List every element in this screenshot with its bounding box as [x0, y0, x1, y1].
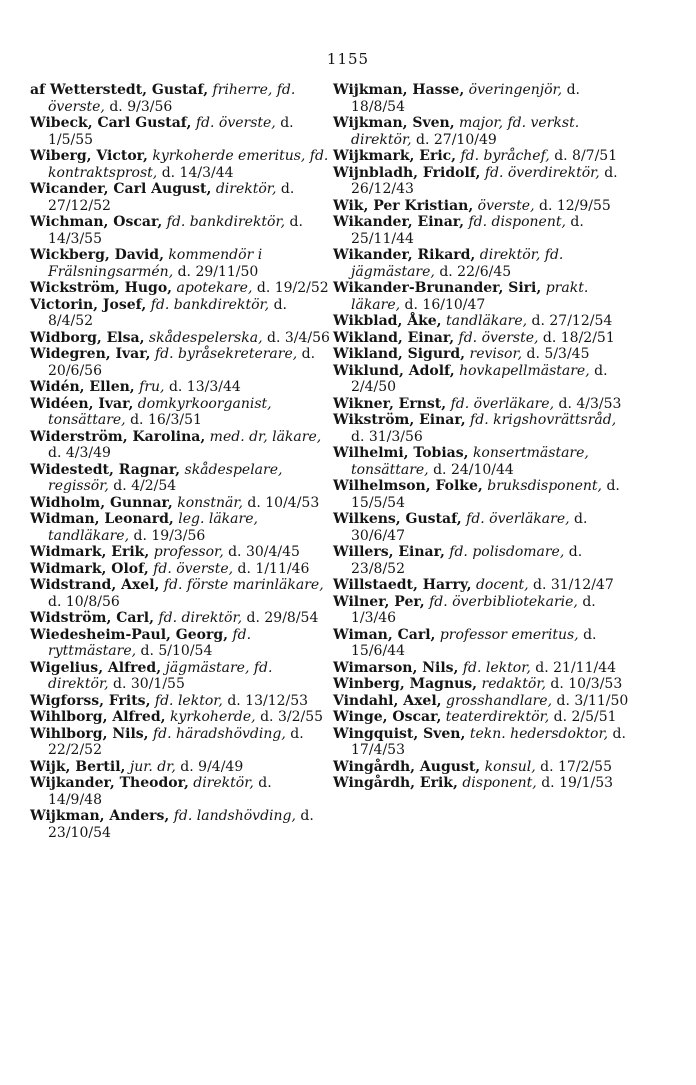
entry-title: överste,	[477, 197, 535, 214]
entry-title: fd. överste,	[153, 560, 234, 577]
obituary-entry	[333, 577, 633, 594]
entry-title: fd. byråchef,	[460, 148, 550, 164]
entry-death-date: d. 27/12/52	[48, 181, 295, 214]
entry-death-date: d. 19/2/52	[256, 280, 329, 296]
entry-title: major, fd. verkst. direktör,	[351, 115, 580, 148]
entry-name: Wingårdh, Erik,	[333, 775, 458, 791]
entry-title: bruksdisponent,	[487, 478, 602, 494]
entry-title: fd. ryttmästare,	[48, 626, 252, 659]
entry-death-date: d. 4/3/53	[558, 395, 622, 412]
entry-death-date: d. 22/6/45	[439, 263, 512, 280]
entry-title: fd. krigshovrättsråd,	[470, 412, 617, 428]
obituary-entry	[333, 709, 633, 726]
entry-name: Wibeck, Carl Gustaf,	[30, 115, 192, 131]
entry-title: revisor,	[469, 346, 523, 362]
entry-death-date: d. 1/11/46	[237, 560, 310, 577]
entry-name: Wickberg, David,	[30, 247, 164, 263]
entry-name: Wilhelmi, Tobias,	[333, 445, 469, 461]
entry-name: Wikland, Einar,	[333, 329, 455, 346]
obituary-entry	[30, 660, 330, 693]
obituary-entry	[30, 396, 330, 429]
entry-name: Wilner, Per,	[333, 593, 425, 610]
entry-death-date: d. 20/6/56	[48, 346, 316, 379]
obituary-entry	[333, 214, 633, 247]
entry-title: fd. överdirektör,	[484, 164, 600, 181]
obituary-entry	[333, 280, 633, 313]
entry-death-date: d. 2/5/51	[553, 709, 617, 725]
obituary-entry	[30, 214, 330, 247]
entry-name: Widman, Leonard,	[30, 511, 174, 527]
entry-death-date: d. 30/4/45	[228, 544, 300, 560]
entry-name: Wikner, Ernst,	[333, 395, 447, 412]
entry-name: Widström, Carl,	[30, 610, 154, 626]
obituary-entry	[30, 330, 330, 347]
obituary-entry	[30, 775, 330, 808]
entry-title: direktör,	[193, 775, 254, 791]
entry-title: kommendör i Frälsningsarmén,	[48, 247, 263, 280]
entry-death-date: d. 8/7/51	[554, 148, 618, 164]
obituary-entry	[30, 808, 330, 841]
entry-name: Wicander, Carl August,	[30, 181, 212, 197]
entry-death-date: d. 26/12/43	[351, 164, 618, 197]
entry-name: Vindahl, Axel,	[333, 692, 442, 709]
entry-death-date: d. 17/4/53	[351, 725, 626, 758]
entry-name: Wiman, Carl,	[333, 626, 436, 643]
obituary-entry	[333, 115, 633, 148]
entry-name: Wichman, Oscar,	[30, 214, 163, 230]
obituary-entry	[333, 82, 633, 115]
entry-title: fd. överbibliotekarie,	[429, 593, 578, 610]
entry-name: Wingquist, Sven,	[333, 725, 466, 742]
entry-death-date: d. 22/2/52	[48, 725, 304, 758]
obituary-entry	[333, 627, 633, 660]
entry-name: Wiedesheim-Paul, Georg,	[30, 626, 229, 643]
entry-name: af Wetterstedt, Gustaf,	[30, 82, 209, 98]
obituary-entry	[30, 247, 330, 280]
page-number: 1155	[326, 50, 370, 68]
entry-death-date: d. 29/8/54	[246, 610, 319, 626]
obituary-entry	[333, 693, 633, 710]
entry-title: konstnär,	[177, 494, 243, 511]
obituary-entry	[333, 511, 633, 544]
obituary-entry	[333, 660, 633, 677]
entry-name: Wihlborg, Nils,	[30, 725, 149, 742]
entry-name: Widstrand, Axel,	[30, 577, 160, 593]
entry-name: Wijkman, Anders,	[30, 808, 170, 824]
entry-title: apotekare,	[176, 280, 253, 296]
entry-death-date: d. 31/3/56	[351, 428, 423, 445]
obituary-entry	[30, 346, 330, 379]
entry-name: Wik, Per Kristian,	[333, 197, 474, 214]
obituary-entry	[30, 709, 330, 726]
entry-title: fd. överläkare,	[450, 395, 555, 412]
entry-name: Victorin, Josef,	[30, 296, 147, 313]
obituary-entry	[30, 379, 330, 396]
entry-title: fd. landshövding,	[173, 808, 296, 824]
entry-title: fd. polisdomare,	[449, 544, 565, 560]
obituary-entry	[333, 363, 633, 396]
entry-title: direktör, fd. jägmästare,	[351, 247, 564, 280]
obituary-entry	[333, 775, 633, 792]
entry-death-date: d. 29/11/50	[177, 263, 259, 280]
obituary-entry	[30, 693, 330, 710]
entry-death-date: d. 8/4/52	[48, 296, 287, 329]
entry-name: Wimarson, Nils,	[333, 659, 459, 676]
entry-name: Widestedt, Ragnar,	[30, 461, 181, 478]
entry-name: Wijnbladh, Fridolf,	[333, 164, 481, 181]
entry-death-date: d. 15/5/54	[351, 478, 620, 511]
entry-name: Wickström, Hugo,	[30, 280, 173, 296]
entry-death-date: d. 10/3/53	[550, 676, 623, 692]
entry-name: Wikström, Einar,	[333, 412, 466, 428]
entry-title: jägmästare, fd. direktör,	[48, 659, 273, 692]
entry-title: leg. läkare, tandläkare,	[48, 511, 258, 544]
entry-title: friherre, fd. överste,	[48, 82, 296, 115]
entry-title: fd. överste,	[458, 329, 539, 346]
entry-death-date: d. 19/1/53	[541, 775, 614, 791]
entry-name: Wikland, Sigurd,	[333, 346, 466, 362]
entry-name: Wikblad, Åke,	[333, 313, 442, 329]
entry-title: prakt. läkare,	[351, 280, 589, 313]
entry-name: Wihlborg, Alfred,	[30, 709, 166, 725]
entry-title: jur. dr,	[129, 758, 176, 775]
entry-title: direktör,	[215, 181, 277, 197]
obituary-entry	[333, 759, 633, 776]
entry-death-date: d. 1/5/55	[48, 115, 294, 148]
entry-name: Widmark, Erik,	[30, 544, 150, 560]
entry-death-date: d. 30/6/47	[351, 511, 588, 544]
obituary-entry	[30, 280, 330, 297]
entry-name: Widerström, Karolina,	[30, 428, 206, 445]
entry-death-date: d. 10/4/53	[247, 494, 320, 511]
obituary-entry	[30, 726, 330, 759]
entry-name: Wikander, Einar,	[333, 214, 465, 230]
obituary-entry	[333, 478, 633, 511]
entry-name: Widholm, Gunnar,	[30, 494, 173, 511]
entry-name: Wikander, Rikard,	[333, 247, 476, 263]
entry-death-date: d. 13/3/44	[168, 379, 241, 395]
entry-death-date: d. 24/10/44	[433, 461, 514, 478]
entry-name: Willstaedt, Harry,	[333, 577, 472, 593]
entry-death-date: d. 5/10/54	[140, 643, 213, 659]
entry-title: grosshandlare,	[445, 692, 553, 709]
entry-name: Wijk, Bertil,	[30, 758, 126, 775]
entry-death-date: d. 18/8/54	[351, 82, 580, 115]
obituary-entry	[30, 462, 330, 495]
entry-title: fd. förste marinläkare,	[163, 577, 324, 593]
entry-title: redaktör,	[481, 676, 546, 692]
obituary-entry	[30, 511, 330, 544]
entry-title: fd. disponent,	[468, 214, 566, 230]
entry-death-date: d. 30/1/55	[113, 676, 185, 692]
entry-title: fd. lektor,	[154, 692, 223, 709]
entry-title: tandläkare,	[446, 313, 528, 329]
entry-title: docent,	[475, 577, 529, 593]
entry-title: konsertmästare, tonsättare,	[351, 445, 589, 478]
obituary-entry	[30, 544, 330, 561]
obituary-entry	[30, 429, 330, 462]
entry-death-date: d. 13/12/53	[227, 692, 309, 709]
entry-name: Wiberg, Victor,	[30, 148, 148, 164]
obituary-entry	[333, 247, 633, 280]
entry-death-date: d. 16/3/51	[130, 412, 202, 428]
entry-title: domkyrkoorganist, tonsättare,	[48, 395, 272, 428]
entry-death-date: d. 5/3/45	[526, 346, 590, 362]
entry-title: kyrkoherde,	[169, 709, 256, 725]
entry-title: fd. lektor,	[462, 659, 531, 676]
entry-title: fd. överste,	[195, 115, 276, 131]
obituary-entry	[333, 330, 633, 347]
entry-death-date: d. 14/9/48	[48, 775, 272, 808]
entry-death-date: d. 27/10/49	[416, 131, 497, 148]
obituary-entry	[333, 198, 633, 215]
entry-death-date: d. 18/2/51	[542, 329, 615, 346]
entry-death-date: d. 14/3/55	[48, 214, 303, 247]
obituary-entry	[333, 676, 633, 693]
entry-title: tekn. hedersdoktor,	[469, 725, 609, 742]
obituary-entry	[30, 610, 330, 627]
entry-name: Wikander-Brunander, Siri,	[333, 280, 542, 296]
entry-title: med. dr, läkare,	[209, 428, 322, 445]
entry-title: disponent,	[462, 775, 537, 791]
entry-name: Wilkens, Gustaf,	[333, 511, 462, 527]
obituary-entry	[333, 445, 633, 478]
entry-death-date: d. 23/8/52	[351, 544, 583, 577]
entry-name: Widéen, Ivar,	[30, 395, 134, 412]
entry-name: Widegren, Ivar,	[30, 346, 151, 362]
entry-name: Willers, Einar,	[333, 544, 445, 560]
entry-death-date: d. 9/3/56	[109, 98, 173, 115]
entry-death-date: d. 3/11/50	[556, 692, 629, 709]
entry-title: professor,	[153, 544, 224, 560]
entry-death-date: d. 4/2/54	[113, 478, 177, 494]
entry-title: skådespelare, regissör,	[48, 461, 283, 494]
obituary-entry	[333, 412, 633, 445]
entry-death-date: d. 10/8/56	[48, 593, 120, 610]
entry-title: hovkapellmästare,	[459, 362, 590, 379]
entry-death-date: d. 23/10/54	[48, 808, 314, 841]
entry-death-date: d. 9/4/49	[180, 758, 244, 775]
obituary-entry	[30, 115, 330, 148]
entry-name: Wigelius, Alfred,	[30, 659, 162, 676]
entry-death-date: d. 31/12/47	[533, 577, 614, 593]
entry-name: Wijkman, Sven,	[333, 115, 455, 131]
entry-title: konsul,	[484, 758, 536, 775]
obituary-entry	[30, 627, 330, 660]
entry-title: fd. byråsekreterare,	[154, 346, 298, 362]
obituary-entry	[30, 181, 330, 214]
obituary-entry	[30, 561, 330, 578]
entry-name: Wijkman, Hasse,	[333, 82, 465, 98]
obituary-entry	[30, 82, 330, 115]
entry-death-date: d. 14/3/44	[161, 164, 234, 181]
entry-title: teaterdirektör,	[445, 709, 550, 725]
entry-title: fd. bankdirektör,	[166, 214, 286, 230]
obituary-entry	[30, 297, 330, 330]
left-column	[30, 82, 330, 841]
obituary-entry	[333, 594, 633, 627]
entry-death-date: d. 15/6/44	[351, 626, 597, 659]
entry-death-date: d. 3/4/56	[266, 329, 330, 346]
obituary-entry	[333, 313, 633, 330]
entry-title: fd. bankdirektör,	[150, 296, 270, 313]
entry-name: Winberg, Magnus,	[333, 676, 478, 692]
entry-name: Wingårdh, August,	[333, 758, 481, 775]
entry-title: kyrkoherde emeritus, fd. kontraktsprost,	[48, 148, 329, 181]
entry-title: fd. direktör,	[158, 610, 243, 626]
entry-name: Widborg, Elsa,	[30, 329, 145, 346]
obituary-entry	[333, 165, 633, 198]
entry-death-date: d. 25/11/44	[351, 214, 584, 247]
entry-name: Widmark, Olof,	[30, 560, 149, 577]
entry-death-date: d. 27/12/54	[531, 313, 613, 329]
entry-death-date: d. 1/3/46	[351, 593, 596, 626]
entry-death-date: d. 12/9/55	[539, 197, 611, 214]
obituary-entry	[333, 346, 633, 363]
obituary-entry	[30, 495, 330, 512]
entry-death-date: d. 21/11/44	[535, 659, 617, 676]
entry-death-date: d. 17/2/55	[540, 758, 612, 775]
entry-name: Wigforss, Frits,	[30, 692, 151, 709]
obituary-entry	[333, 396, 633, 413]
entry-title: överingenjör,	[468, 82, 563, 98]
obituary-entry	[333, 148, 633, 165]
entry-name: Wijkander, Theodor,	[30, 775, 189, 791]
entry-title: skådespelerska,	[148, 329, 263, 346]
entry-name: Winge, Oscar,	[333, 709, 442, 725]
entry-death-date: d. 19/3/56	[133, 527, 206, 544]
obituary-entry	[30, 148, 330, 181]
entry-title: professor emeritus,	[439, 626, 579, 643]
entry-name: Wiklund, Adolf,	[333, 362, 455, 379]
entry-name: Wilhelmson, Folke,	[333, 478, 483, 494]
entry-name: Wijkmark, Eric,	[333, 148, 457, 164]
entry-death-date: d. 3/2/55	[260, 709, 324, 725]
entry-death-date: d. 4/3/49	[48, 445, 111, 461]
right-column	[333, 82, 633, 792]
entry-death-date: d. 16/10/47	[404, 296, 486, 313]
entry-title: fru,	[139, 379, 165, 395]
entry-death-date: d. 2/4/50	[351, 362, 608, 395]
entry-title: fd. överläkare,	[466, 511, 570, 527]
obituary-entry	[30, 577, 330, 610]
obituary-entry	[30, 759, 330, 776]
obituary-entry	[333, 544, 633, 577]
obituary-entry	[333, 726, 633, 759]
entry-title: fd. häradshövding,	[152, 725, 286, 742]
entry-name: Widén, Ellen,	[30, 379, 135, 395]
